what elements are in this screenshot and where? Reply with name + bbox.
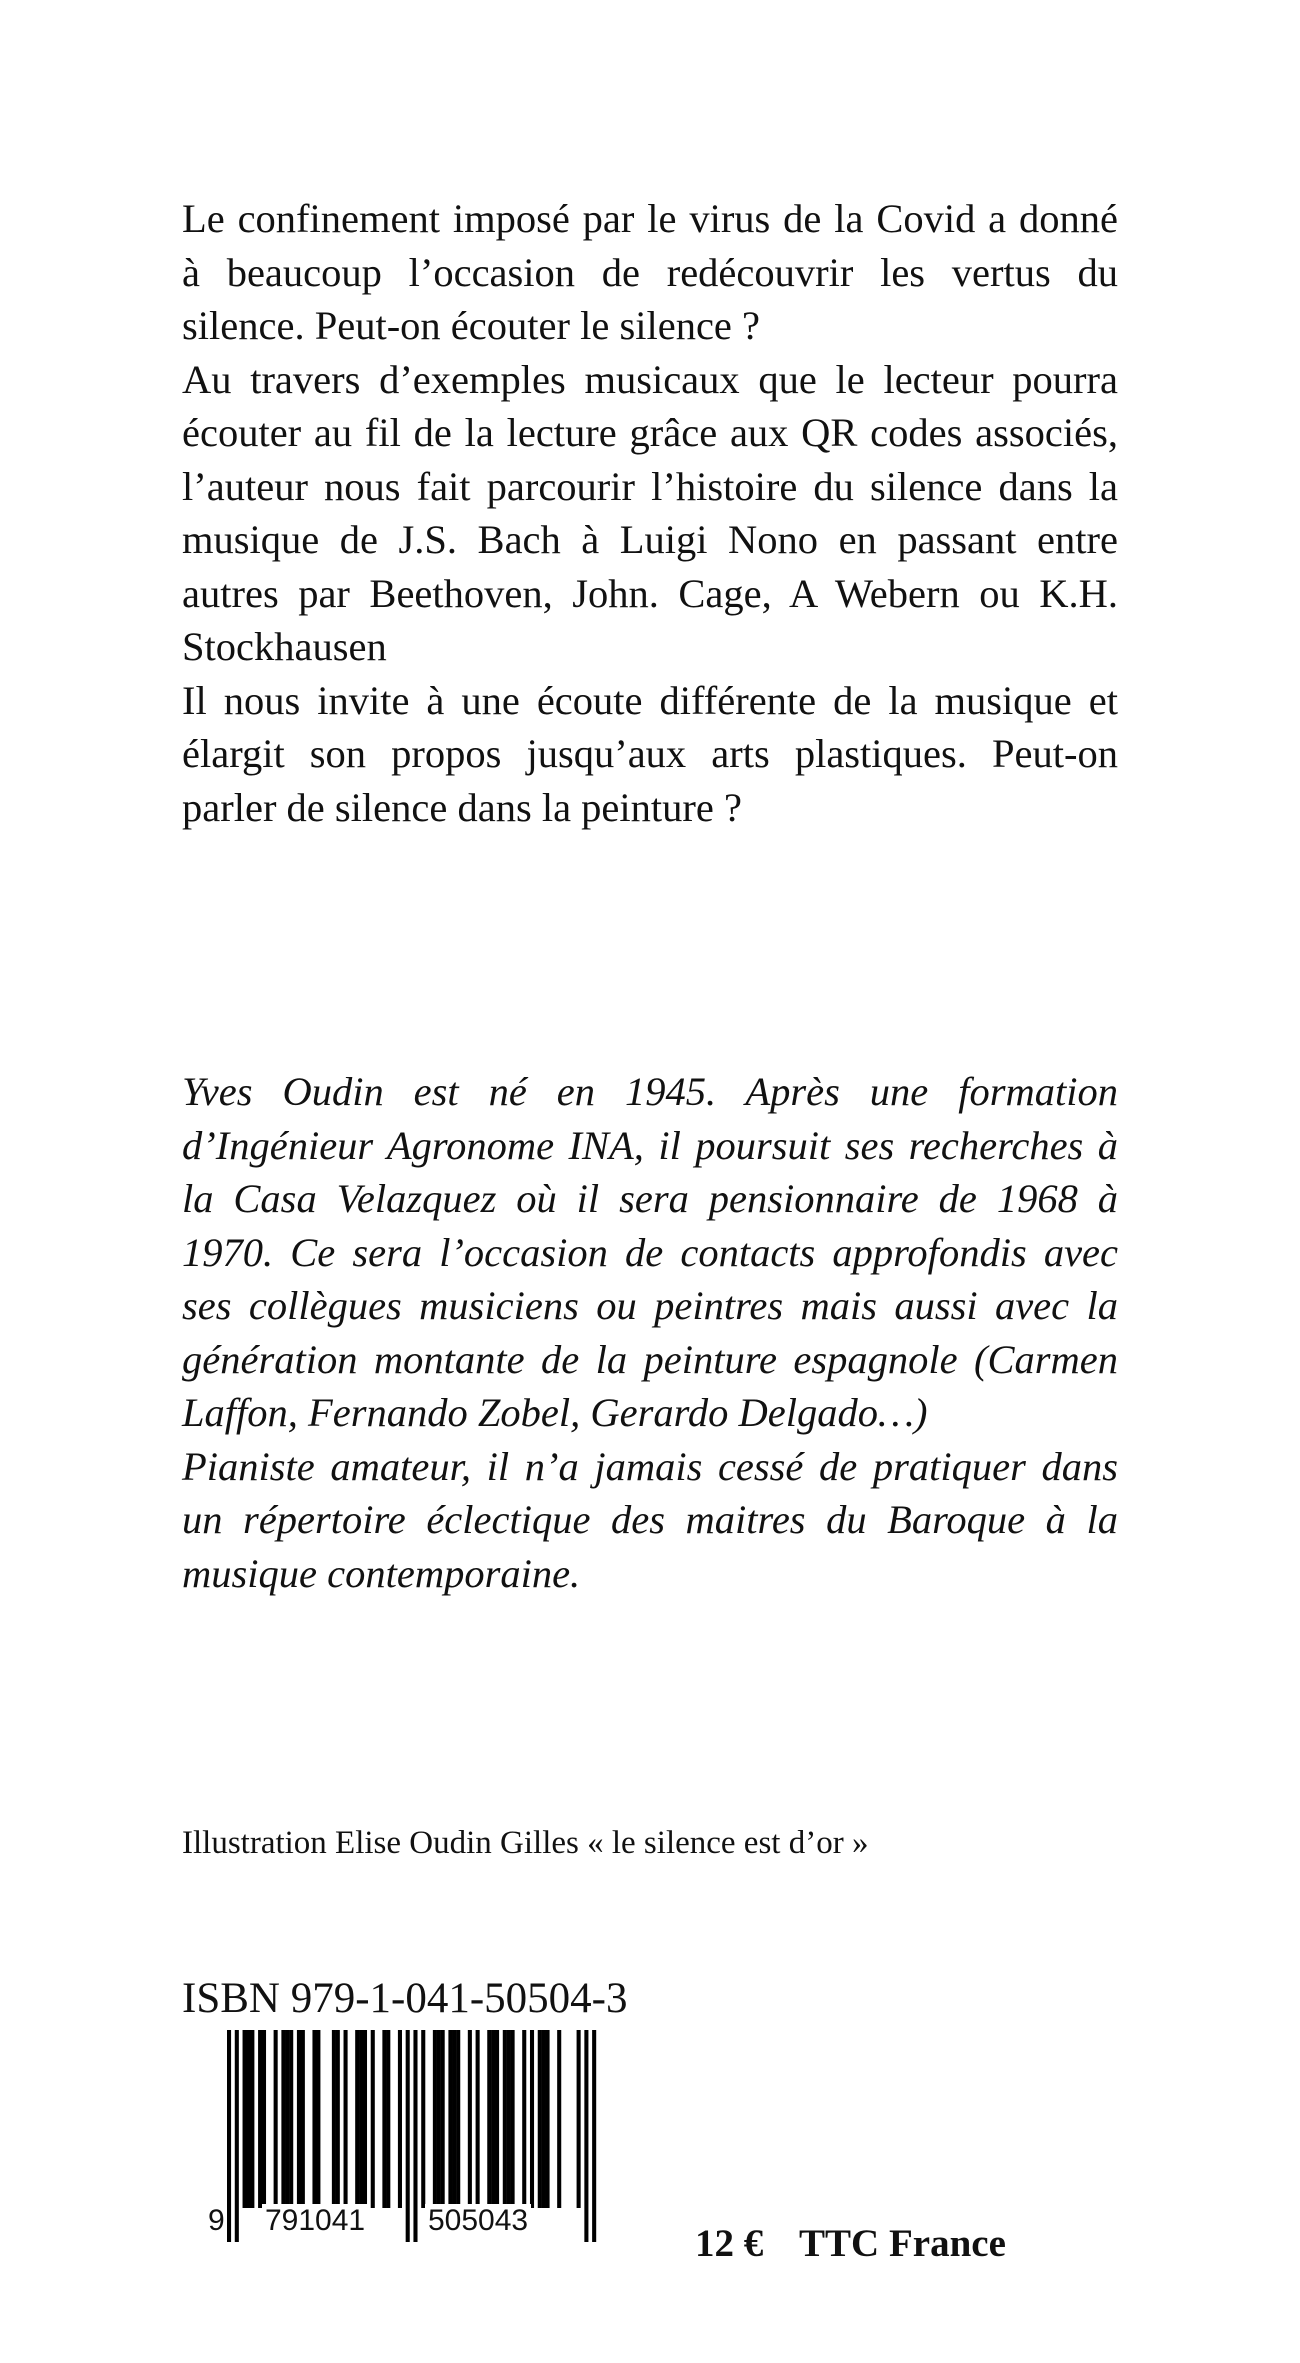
barcode-bar	[542, 2030, 546, 2208]
barcode-bar	[243, 2030, 247, 2208]
barcode-bar	[336, 2030, 340, 2208]
barcode-bar	[258, 2030, 262, 2208]
back-cover-summary	[182, 192, 1118, 834]
barcode-bar	[448, 2030, 452, 2208]
barcode-left-digits: 791041	[262, 2204, 368, 2238]
barcode-bar	[452, 2030, 456, 2208]
barcode-bar	[503, 2030, 507, 2208]
barcode-bar	[437, 2030, 441, 2208]
barcode-bar	[371, 2030, 375, 2208]
summary-paragraph: Au travers d’exemples musicaux que le lecteur pourra écouter au fil de la lecture grâce aux QR codes associés, l’auteur nous fait parcourir l’histoire du silence dans la musique de J.S. Bach à Luigi Nono en passant entre autres par Beethoven, John. Cage, A Webern ou K.H. Stockhausen	[182, 356, 1118, 669]
barcode-bar	[507, 2030, 511, 2208]
barcode-bar	[530, 2030, 534, 2208]
barcode-bar	[297, 2030, 301, 2208]
barcode-bar	[382, 2030, 386, 2208]
barcode-bar	[456, 2030, 460, 2208]
summary-paragraph: Le confinement imposé par le virus de la Covid a donné à beaucoup l’occasion de redécouvrir les vertus du silence. Peut-on écouter le silence ?	[182, 196, 1118, 348]
barcode-bar	[577, 2030, 581, 2208]
price-amount: 12 €	[695, 2222, 764, 2265]
price-tag	[695, 2222, 1006, 2266]
barcode-first-digit: 9	[208, 2204, 225, 2237]
barcode-bar	[592, 2030, 596, 2242]
illustration-credit: Illustration Elise Oudin Gilles « le silence est d’or »	[182, 1825, 869, 1861]
barcode-bar	[312, 2030, 316, 2208]
barcode-bar	[398, 2030, 402, 2208]
barcode-bar	[406, 2030, 410, 2242]
barcode-bar	[468, 2030, 472, 2208]
barcode-bar	[285, 2030, 289, 2208]
barcode-bar	[250, 2030, 254, 2208]
barcode-bar	[246, 2030, 250, 2208]
barcode-bar	[441, 2030, 445, 2208]
barcode-bar	[316, 2030, 320, 2208]
barcode-bar	[355, 2030, 359, 2208]
barcode-bar	[487, 2030, 491, 2208]
barcode-bar	[584, 2030, 588, 2242]
barcode-bar	[491, 2030, 495, 2208]
barcode-bar	[363, 2030, 367, 2208]
barcode-bar	[546, 2030, 550, 2208]
price-label: TTC France	[799, 2222, 1006, 2265]
biography-paragraph: Pianiste amateur, il n’a jamais cessé de pratiquer dans un répertoire éclectique des maitres du Baroque à la musique contemporaine.	[182, 1443, 1118, 1596]
barcode-bar	[359, 2030, 363, 2208]
barcode-bar	[274, 2030, 278, 2208]
barcode-bar	[332, 2030, 336, 2208]
summary-paragraph: Il nous invite à une écoute différente de la musique et élargit son propos jusqu’aux arts plastiques. Peut-on parler de silence dans la peinture ?	[182, 677, 1118, 830]
barcode-bar	[235, 2030, 239, 2242]
barcode-bar	[511, 2030, 515, 2208]
barcode-bar	[413, 2030, 417, 2242]
barcode-bar	[386, 2030, 390, 2208]
barcode-bar	[433, 2030, 437, 2208]
isbn-number: ISBN 979-1-041-50504-3	[182, 1975, 628, 2022]
biography-paragraph: Yves Oudin est né en 1945. Après une formation d’Ingénieur Agronome INA, il poursuit ses recherches à la Casa Velazquez où il sera pensionnaire de 1968 à 1970. Ce sera l’occasion de contacts approfondis avec ses collègues musiciens ou peintres mais aussi avec la génération montante de la peinture espagnole (Carmen Laffon, Fernando Zobel, Gerardo Delgado…)	[182, 1069, 1118, 1435]
barcode-bar	[538, 2030, 542, 2208]
barcode-bar	[476, 2030, 480, 2208]
barcode-bar	[262, 2030, 266, 2208]
barcode-bar	[344, 2030, 348, 2208]
barcode-bar	[289, 2030, 293, 2208]
barcode-bar	[522, 2030, 526, 2208]
barcode-bar	[557, 2030, 561, 2208]
barcode-bar	[421, 2030, 425, 2208]
barcode-bar	[495, 2030, 499, 2208]
author-biography	[182, 1065, 1118, 1600]
barcode-right-digits: 505043	[425, 2204, 531, 2238]
barcode-bar	[301, 2030, 305, 2208]
barcode-bar	[281, 2030, 285, 2208]
